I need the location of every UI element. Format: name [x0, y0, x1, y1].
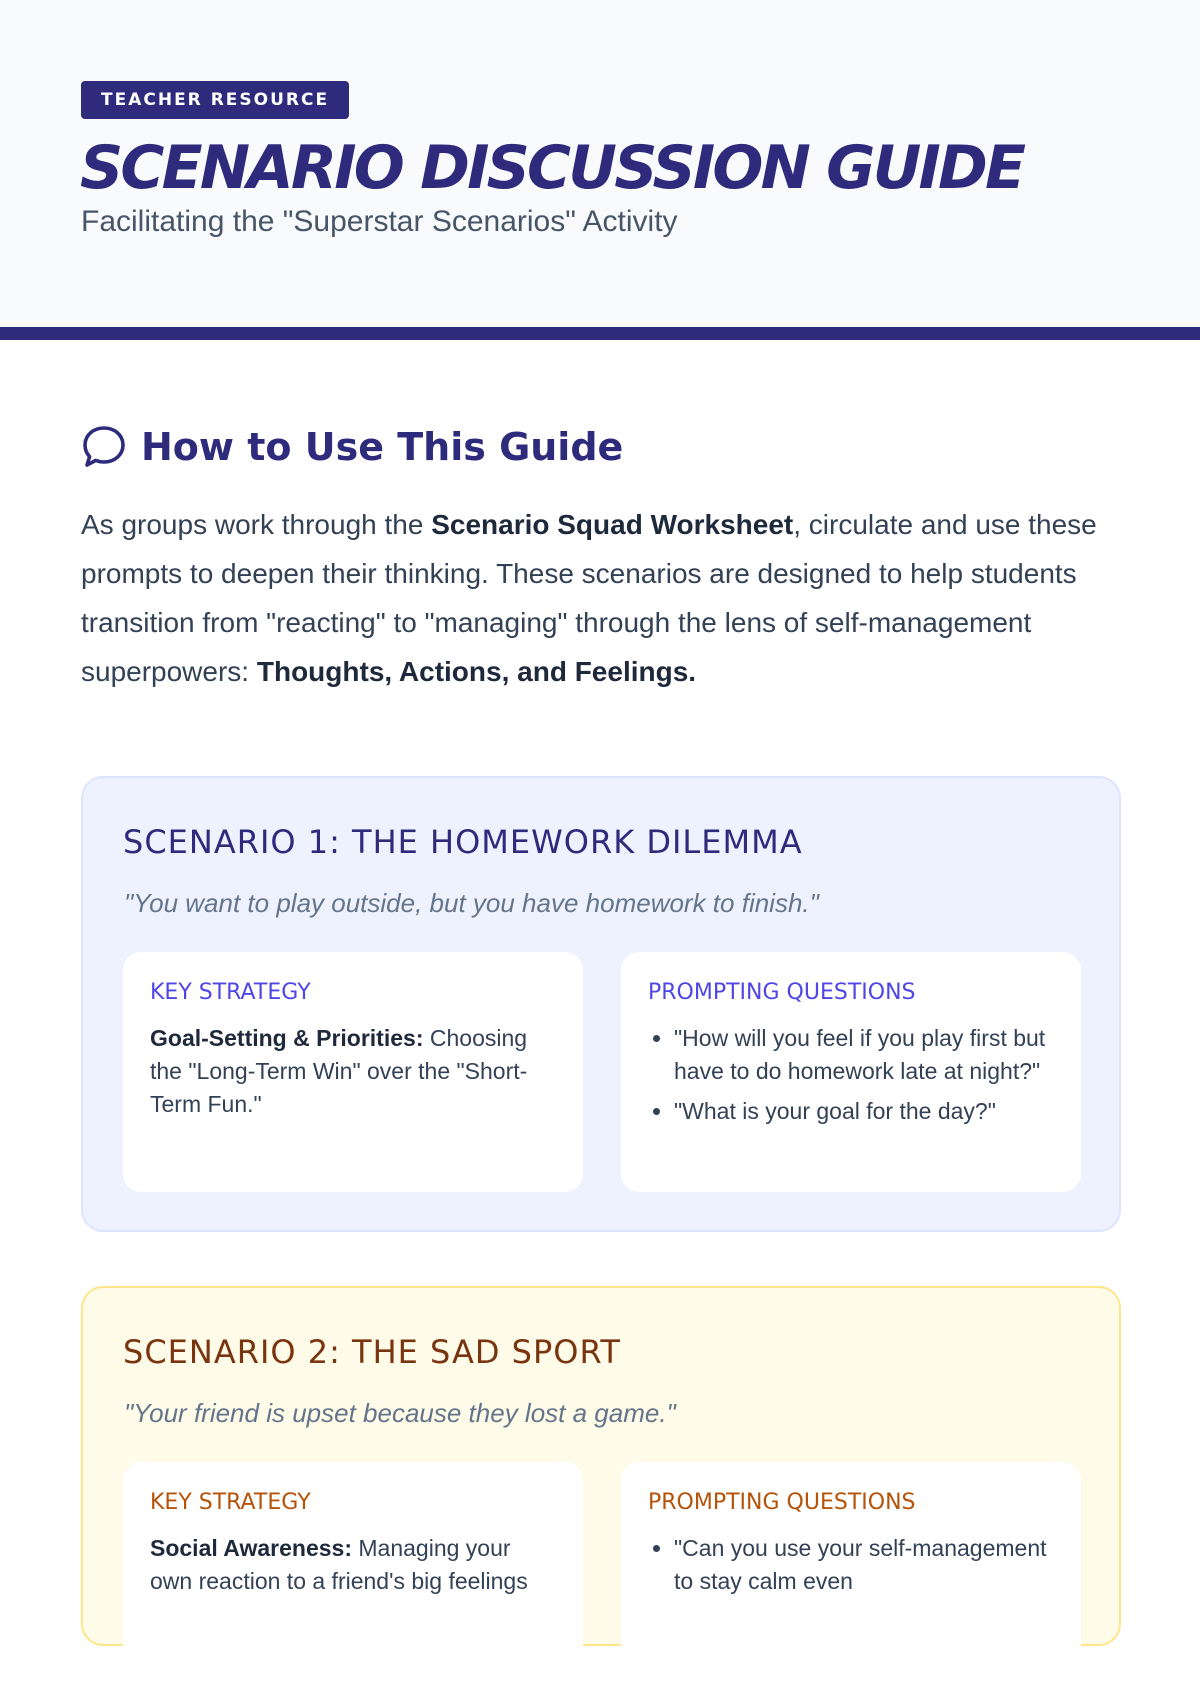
- intro-text: , circulate and use these prompts to deepen their thinking. These scenarios are designed to help students transition from "reacting" to "managing" through the lens of self-management superpowers:: [81, 509, 1097, 687]
- strategy-name: Social Awareness:: [150, 1535, 352, 1561]
- question-item: • "How will you feel if you play first but have to do homework late at night?": [674, 1022, 1054, 1088]
- intro-bold-superpowers: Thoughts, Actions, and Feelings.: [256, 656, 697, 687]
- scenario-quote: "Your friend is upset because they lost a game.": [124, 1398, 676, 1428]
- scenario-card: [81, 1286, 1121, 1646]
- scenario-quote: "You want to play outside, but you have homework to finish.": [124, 888, 819, 918]
- question-item: • "What is your goal for the day?": [674, 1095, 1054, 1128]
- intro-heading-row: [81, 420, 623, 474]
- scenario-card: [81, 776, 1121, 1232]
- chat-bubble-icon: [81, 424, 127, 470]
- scenario-title: SCENARIO 1: THE HOMEWORK DILEMMA: [123, 823, 803, 861]
- page-header: [0, 0, 1200, 340]
- strategy-description: Choosing the "Long-Term Win" over the "Short-Term Fun.": [150, 1025, 528, 1117]
- questions-list: [648, 1022, 1054, 1128]
- prompting-questions-panel: [621, 952, 1081, 1192]
- key-strategy-text: [150, 1022, 556, 1121]
- prompting-questions-label: PROMPTING QUESTIONS: [648, 980, 916, 1005]
- key-strategy-panel: [123, 952, 583, 1192]
- scenario-title: SCENARIO 2: THE SAD SPORT: [123, 1333, 621, 1371]
- key-strategy-label: KEY STRATEGY: [150, 1490, 311, 1515]
- key-strategy-text: [150, 1532, 556, 1598]
- page-subtitle: Facilitating the "Superstar Scenarios" Activity: [81, 205, 678, 238]
- resource-badge: TEACHER RESOURCE: [81, 81, 349, 119]
- questions-list: [648, 1532, 1054, 1598]
- intro-text: As groups work through the: [81, 509, 432, 540]
- question-item: • "Can you use your self-management to stay calm even: [674, 1532, 1054, 1598]
- key-strategy-panel: [123, 1462, 583, 1702]
- strategy-description: Managing your own reaction to a friend's big feelings: [150, 1535, 528, 1594]
- strategy-name: Goal-Setting & Priorities:: [150, 1025, 424, 1051]
- prompting-questions-label: PROMPTING QUESTIONS: [648, 1490, 916, 1515]
- page-title: SCENARIO DISCUSSION GUIDE: [80, 133, 1024, 203]
- key-strategy-label: KEY STRATEGY: [150, 980, 311, 1005]
- section-title: How to Use This Guide: [141, 425, 624, 469]
- prompting-questions-panel: [621, 1462, 1081, 1702]
- intro-bold-worksheet: Scenario Squad Worksheet: [431, 509, 794, 540]
- intro-paragraph: [81, 500, 1121, 696]
